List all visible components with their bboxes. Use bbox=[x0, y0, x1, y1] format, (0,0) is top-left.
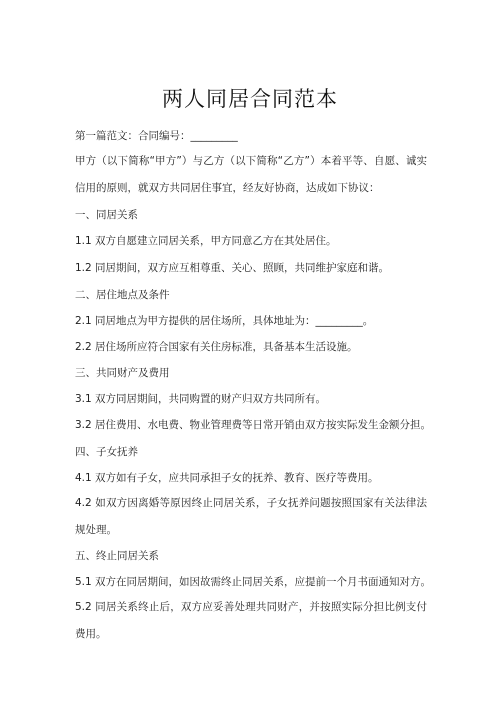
clause-1-2: 1.2 同居期间，双方应互相尊重、关心、照顾，共同维护家庭和谐。 bbox=[75, 262, 390, 274]
clause-3-2: 3.2 居住费用、水电费、物业管理费等日常开销由双方按实际发生金额分担。 bbox=[75, 419, 432, 431]
section-heading-2: 二、居住地点及条件 bbox=[75, 289, 170, 301]
clause-4-1: 4.1 双方如有子女，应共同承担子女的抚养、教育、医疗等费用。 bbox=[75, 472, 379, 484]
intro-paragraph: 甲方（以下简称“甲方”）与乙方（以下简称“乙方”）本着平等、自愿、诚实信用的原则，就双方共同居住事宜，经友好协商，达成如下协议： bbox=[75, 155, 427, 194]
section-heading-3: 三、共同财产及费用 bbox=[75, 367, 170, 379]
clause-2-1: 2.1 同居地点为甲方提供的居住场所，具体地址为：_________。 bbox=[75, 315, 374, 327]
section-heading-5: 五、终止同居关系 bbox=[75, 550, 159, 562]
section-heading-4: 四、子女抚养 bbox=[75, 446, 138, 458]
clause-1-1: 1.1 双方自愿建立同居关系，甲方同意乙方在其处居住。 bbox=[75, 235, 337, 247]
document-title: 两人同居合同范本 bbox=[162, 87, 338, 111]
contract-number-line: 第一篇范文：合同编号：_________ bbox=[75, 130, 238, 142]
clause-5-1: 5.1 双方在同居期间，如因故需终止同居关系，应提前一个月书面通知对方。 bbox=[75, 576, 432, 588]
section-heading-1: 一、同居关系 bbox=[75, 209, 138, 221]
clause-2-2: 2.2 居住场所应符合国家有关住房标准，具备基本生活设施。 bbox=[75, 341, 358, 353]
clause-3-1: 3.1 双方同居期间，共同购置的财产归双方共同所有。 bbox=[75, 393, 327, 405]
clause-5-2: 5.2 同居关系终止后，双方应妥善处理共同财产，并按照实际分担比例支付费用。 bbox=[75, 601, 427, 640]
clause-4-2: 4.2 如双方因离婚等原因终止同居关系，子女抚养问题按照国家有关法律法规处理。 bbox=[75, 497, 427, 536]
